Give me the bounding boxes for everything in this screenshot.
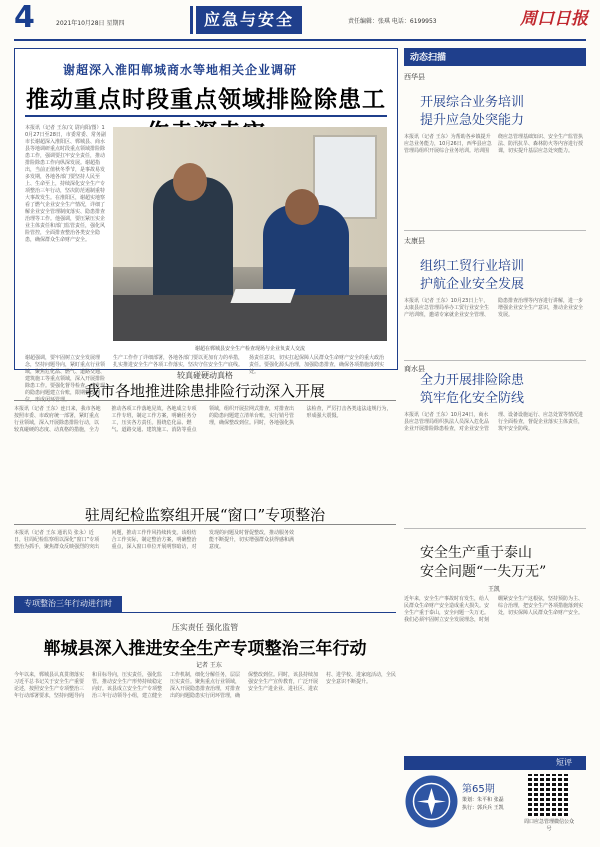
qr-caption: 周口应急管理微信公众号 bbox=[524, 819, 575, 832]
second-headline: 驻周纪检监察组开展“窗口”专项整治 bbox=[84, 506, 326, 524]
right-column-title: 动态扫描 bbox=[410, 53, 447, 63]
feature-body-left: 本报讯（记者 王东/文 尉向阳/图）10月27日至28日，市委常委、常务副市长谢超深入淮阳区、郸城县、商水县等地调研重点时段重点领域排险除患工作，强调要扛牢安全责任，推动排险除患工作向纵深发展。谢超指出，当前正值秋冬季节，是事故易发多发期，各地各部门要坚持人民至上、生命至上，持续深化安全生产专项整治三年行动，坚决防范遏制重特大事故发生。在淮阳区，谢超实地察看了燃气企业安全生产情况，详细了解企业安全管理制度落实、隐患排查治理等工作。他强调，要压紧压实企业主体责任和部门监管责任，强化风险管控，全面排查整治各类安全隐患，确保群众生命财产安全。 bbox=[25, 125, 106, 243]
item-body: 本报讯（记者 王东）10月23日上午，太康县应急管理局举办工贸行业安全生产培训班，邀请专家就企业安全管理、隐患排查治理等内容进行讲解，进一步增强企业安全生产意识，推动企业安全发展。 bbox=[404, 298, 584, 318]
special-kicker: 压实责任 强化监管 bbox=[171, 623, 239, 632]
tag-rule bbox=[14, 612, 396, 613]
mid-rule bbox=[14, 400, 396, 401]
special-byline: 记者 王东 bbox=[196, 662, 222, 669]
item-place: 太康县 bbox=[404, 237, 425, 245]
special-headline: 郸城县深入推进安全生产专项整治三年行动 bbox=[43, 639, 367, 659]
masthead-rule bbox=[14, 39, 586, 41]
item-divider bbox=[404, 360, 586, 361]
item-body: 本报讯（记者 王东）为帮助各乡镇提升应急业务能力，10月26日，西华县应急管理局组织开展综合业务培训。培训围绕应急管理基础知识、安全生产监管执法、防汛抗旱、森林防火等内容进行授课，切实提升基层应急处突能力。 bbox=[404, 134, 584, 154]
emblem-icon bbox=[404, 774, 459, 829]
photo-caption: 谢超在郸城县安全生产检查现场与企业负责人交流 bbox=[194, 346, 305, 352]
item-body: 本报讯（记者 王东）10月24日，商水县应急管理局组织执法人员深入危化品企业开展排险除患检查，对企业安全管理、设备设施运行、应急处置等情况进行全面检查，督促企业落实主体责任，筑牢安全防线。 bbox=[404, 412, 584, 432]
feature-body-bottom-right: 扬责任意识，切实扛起保障人民群众生命财产安全的重大政治责任。要强化源头治理，加强隐患排查，确保各项措施落到实处。 bbox=[249, 355, 385, 375]
feature-body-bottom-mid: 生产工作作了详细部署，各地各部门要以更加有力的举措，扎实推进安全生产各项工作落实，坚决守住安全生产底线。 bbox=[113, 355, 244, 368]
feature-body-bottom-left: 谢超强调，要牢固树立安全发展理念，坚持问题导向，紧盯重点行业领域，聚焦危化品、燃气、道路交通、建筑施工等重点领域，深入开展排险除患工作。要强化督导检查，对发现的隐患问题建立台账，限期整改到 bbox=[25, 355, 106, 396]
second-rule bbox=[14, 524, 396, 525]
issue-date: 2021年10月28日 星期四 bbox=[56, 20, 125, 27]
headline-rule bbox=[25, 115, 387, 117]
credits-line: 策划：朱平和 张磊 bbox=[462, 797, 504, 803]
item-title: 全力开展排险除患 筑牢危化安全防线 bbox=[420, 373, 525, 406]
mid-body: 本报讯（记者 王东）连日来，我市各地按照市委、市政府统一部署，紧盯重点行业领域，深入开展除患排险行动，以较真碰硬的态度、动真格的措施，全力推动各项工作落地见效。各地成立专项工作专班，制定工作方案，明确任务分工，压实各方责任。围绕危化品、燃气、道路交通、建筑施工、消防等重点领域，组织开展拉网式排查，对排查出的隐患问题建立清单台账，实行销号管理，确保整改到位。同时，各地强化执法检查，严厉打击各类违法违规行为，形成强大震慑。 bbox=[14, 406, 392, 433]
newspaper-logo: 周口日报 bbox=[520, 9, 588, 29]
mid-kicker: 较真碰硬动真格 bbox=[177, 371, 233, 380]
item-divider bbox=[404, 230, 586, 231]
item-place: 西华县 bbox=[404, 73, 425, 81]
page-number: 4 bbox=[14, 0, 35, 35]
essay-title: 安全生产重于泰山 安全问题“一失万无” bbox=[420, 545, 547, 580]
section-tag: 专项整治三年行动进行时 bbox=[14, 596, 122, 612]
editor-line: 责任编辑：张琪 电话：6199953 bbox=[348, 18, 437, 25]
section-title: 应急与安全 bbox=[196, 6, 302, 34]
item-divider bbox=[404, 528, 586, 529]
essay-author: 王凯 bbox=[488, 586, 501, 593]
second-body: 本报讯（记者 王东 通讯员 张永）近日，驻周纪检监察组以深化“窗口”专项整治为抓手，聚焦群众反映强烈的突出问题，推动工作作风持续转变。该组结合工作实际，制定整治方案，明确整治重点，深入窗口单位开展明察暗访，对发现的问题及时督促整改，推动服务效能不断提升，切实增强群众获得感和满意度。 bbox=[14, 530, 295, 550]
feature-photo bbox=[113, 127, 387, 341]
item-place: 商水县 bbox=[404, 365, 425, 373]
feature-kicker: 谢超深入淮阳郸城商水等地相关企业调研 bbox=[63, 63, 298, 77]
special-body: 今年以来，郸城县认真贯彻落实习近平总书记关于安全生产重要论述，按照安全生产专项整治三年行动部署要求，坚持问题导向和目标导向，压实责任，强化监管，推动安全生产形势持续稳定向好。该县成立安全生产专项整治三年行动领导小组，建立健全工作机制，细化分解任务，层层压实责任。聚焦重点行业领域，深入开展隐患排查治理，对排查出的问题隐患实行闭环管理，确保整改到位。同时，该县持续加强安全生产宣传教育，广泛开展安全生产进企业、进社区、进农村、进学校、进家庭活动，全民安全意识不断提升。 bbox=[14, 672, 397, 699]
masthead bbox=[0, 0, 600, 42]
issue-number: 第65期 bbox=[462, 784, 495, 795]
item-title: 组织工贸行业培训 护航企业安全发展 bbox=[420, 259, 525, 292]
feature-headline: 推动重点时段重点领域排险除患工 bbox=[26, 86, 386, 113]
item-title: 开展综合业务培训 提升应急处突能力 bbox=[420, 95, 525, 128]
essay-body: 近年来，安全生产事故时有发生，给人民群众生命财产安全造成重大损失。安全生产重于泰山，安全问题一失万无。我们必须牢固树立安全发展理念，时刻绷紧安全生产这根弦，坚持预防为主、综合治理，把安全生产各项措施落到实处，切实保障人民群众生命财产安全。 bbox=[404, 596, 584, 623]
credits-line: 执行：郭兵兵 王凯 bbox=[462, 805, 504, 811]
mid-headline: 我市各地推进除患排险行动深入开展 bbox=[84, 382, 325, 400]
short-comment-label: 短评 bbox=[556, 758, 572, 767]
